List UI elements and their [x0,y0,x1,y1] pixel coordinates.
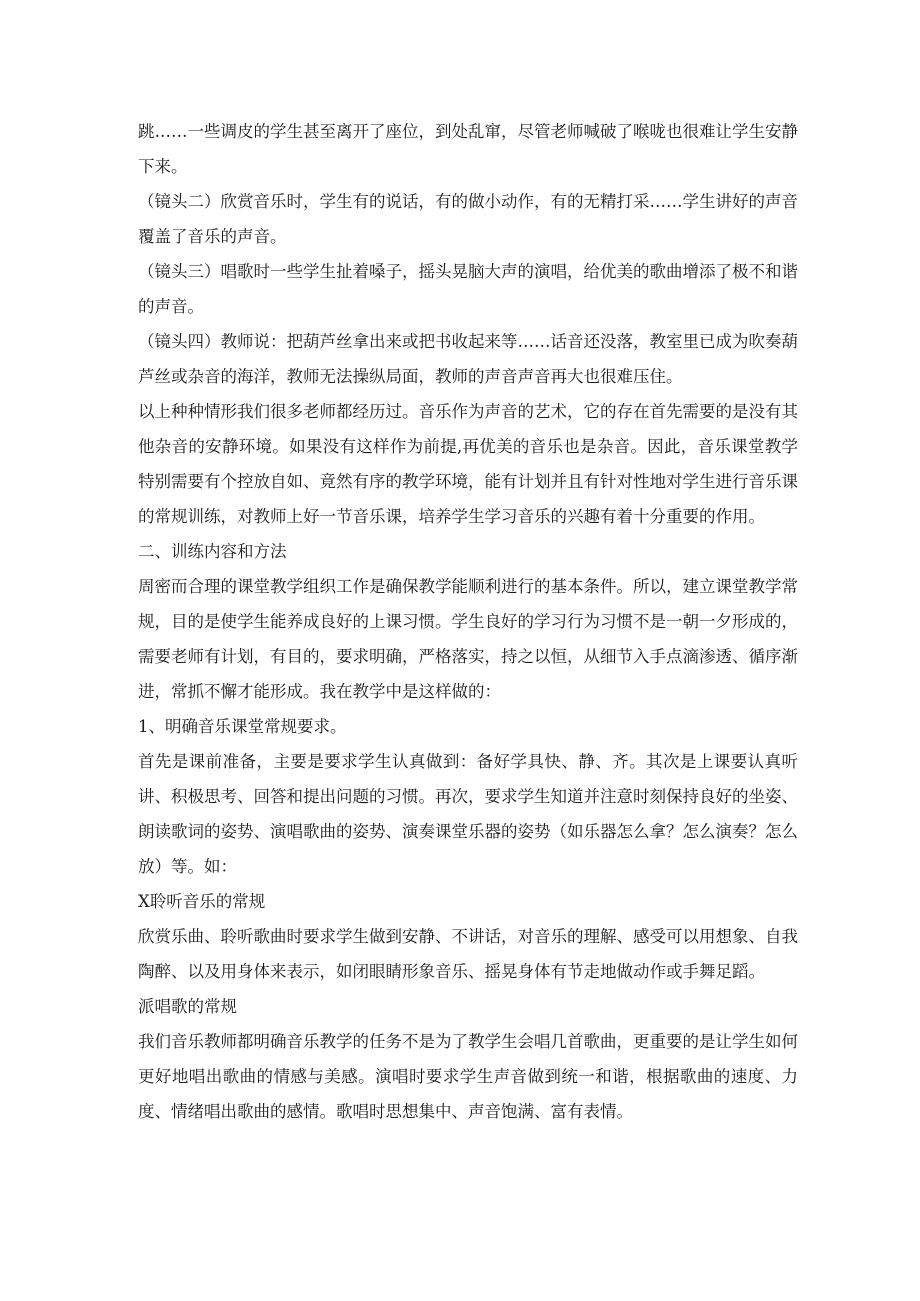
paragraph-scene-two: （镜头二）欣赏音乐时，学生有的说话，有的做小动作，有的无精打采……学生讲好的声音覆盖了音乐的声音。 [138,192,798,246]
subheading-classroom-rules: 1、明确音乐课堂常规要求。 [138,717,347,736]
paragraph-singing: 我们音乐教师都明确音乐教学的任务不是为了教学生会唱几首歌曲，更重要的是让学生如何更好地唱出歌曲的情感与美感。演唱时要求学生声音做到统一和谐，根据歌曲的速度、力度、情绪唱出歌曲的感情。歌唱时思想集中、声音饱满、富有表情。 [138,1032,798,1121]
paragraph-continuation: 跳……一些调皮的学生甚至离开了座位，到处乱窜，尽管老师喊破了喉咙也很难让学生安静下来。 [138,122,798,176]
paragraph-scene-four: （镜头四）教师说：把葫芦丝拿出来或把书收起来等……话音还没落，教室里已成为吹奏葫芦丝或杂音的海洋，教师无法操纵局面，教师的声音声音再大也很难压住。 [138,332,798,386]
paragraph-listening: 欣赏乐曲、聆听歌曲时要求学生做到安静、不讲话，对音乐的理解、感受可以用想象、自我陶醉、以及用身体来表示，如闭眼睛形象音乐、摇晃身体有节走地做动作或手舞足蹈。 [138,927,798,981]
paragraph-summary: 以上种种情形我们很多老师都经历过。音乐作为声音的艺术，它的存在首先需要的是没有其他杂音的安静环境。如果没有这样作为前提,再优美的音乐也是杂音。因此，音乐课堂教学特别需要有个控放自如、竟然有序的教学环境，能有计划并且有针对性地对学生进行音乐课的常规训练，对教师上好一节音乐课，培养学生学习音乐的兴趣有着十分重要的作用。 [138,402,798,526]
subheading-listening-rules: X聆听音乐的常规 [138,892,266,911]
subheading-singing-rules: 派唱歌的常规 [138,997,237,1016]
document-body [138,114,798,1129]
paragraph-classroom-organization: 周密而合理的课堂教学组织工作是确保教学能顺利进行的基本条件。所以，建立课堂教学常规，目的是使学生能养成良好的上课习惯。学生良好的学习行为习惯不是一朝一夕形成的，需要老师有计划，有目的，要求明确，严格落实，持之以恒，从细节入手点滴渗透、循序渐进，常抓不懈才能形成。我在教学中是这样做的： [138,577,798,701]
section-heading-training: 二、训练内容和方法 [138,542,287,561]
paragraph-preparation: 首先是课前准备，主要是要求学生认真做到：备好学具快、静、齐。其次是上课要认真听讲、积极思考、回答和提出问题的习惯。再次，要求学生知道并注意时刻保持良好的坐姿、朗读歌词的姿势、演唱歌曲的姿势、演奏课堂乐器的姿势（如乐器怎么拿？怎么演奏？怎么放）等。如： [138,752,798,876]
paragraph-scene-three: （镜头三）唱歌时一些学生扯着嗓子，摇头晃脑大声的演唱，给优美的歌曲增添了极不和谐的声音。 [138,262,798,316]
